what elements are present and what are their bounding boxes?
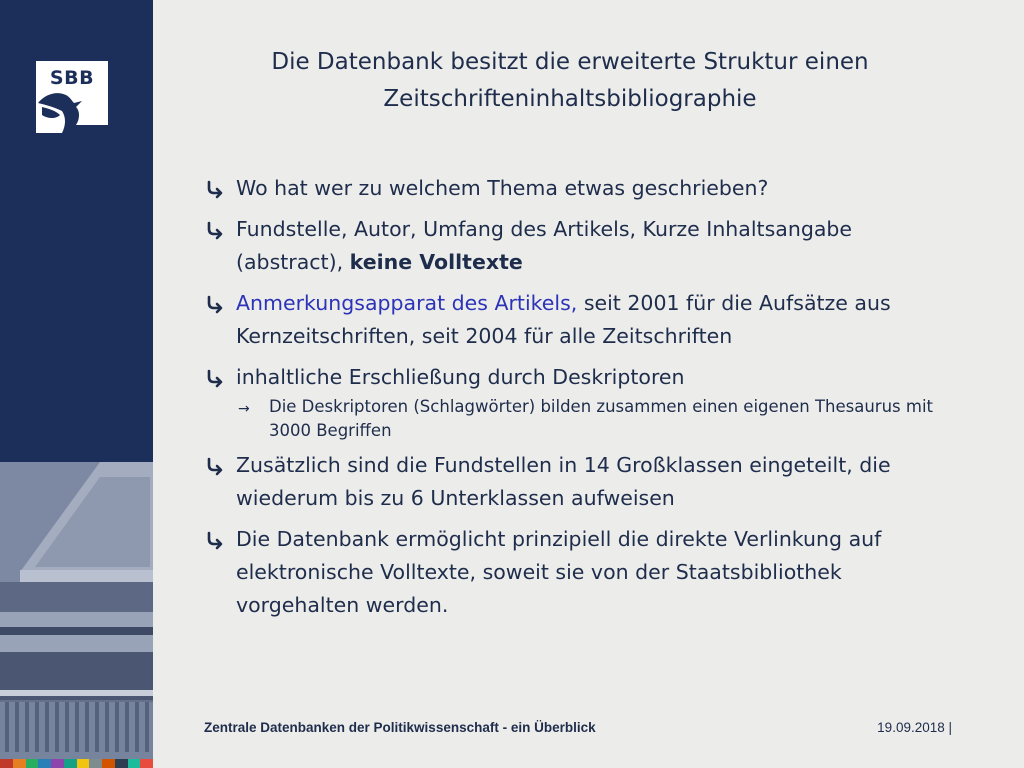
logo-text: SBB [49, 67, 95, 89]
curved-arrow-icon [205, 220, 225, 240]
curved-arrow-icon [205, 530, 225, 550]
color-stripe-segment [89, 759, 102, 768]
curved-arrow-icon [205, 294, 225, 314]
bullet-item [205, 523, 965, 622]
eagle-icon [36, 89, 108, 133]
curved-arrow-icon [205, 179, 225, 199]
color-stripe-segment [102, 759, 115, 768]
footer-title: Zentrale Datenbanken der Politikwissenschaft - ein Überblick [204, 720, 596, 735]
color-stripe-segment [51, 759, 64, 768]
curved-arrow-icon [205, 368, 225, 388]
color-stripe-segment [64, 759, 77, 768]
color-stripe-segment [115, 759, 128, 768]
bullet-text: Wo hat wer zu welchem Thema etwas geschrieben? [236, 176, 769, 200]
bullet-text: Zusätzlich sind die Fundstellen in 14 Großklassen eingeteilt, die wiederum bis zu 6 Unterklassen aufweisen [236, 453, 891, 510]
slide-title [200, 44, 940, 118]
right-arrow-icon: → [238, 401, 250, 417]
sub-bullet-item [205, 395, 965, 443]
color-stripe [0, 759, 153, 768]
bullet-text: seit 2001 für die Aufsätze aus Kernzeitschriften, seit 2004 für alle Zeitschriften [236, 291, 891, 348]
color-stripe-segment [128, 759, 141, 768]
sub-bullet-text: Die Deskriptoren (Schlagwörter) bilden zusammen einen eigenen Thesaurus mit 3000 Begriffen [269, 397, 934, 440]
curved-arrow-icon [205, 456, 225, 476]
title-line-2: Zeitschrifteninhaltsbibliographie [383, 86, 757, 112]
bullet-text: inhaltliche Erschließung durch Deskriptoren [236, 365, 685, 389]
color-stripe-segment [140, 759, 153, 768]
footer-date: 19.09.2018 | [877, 720, 952, 735]
sbb-logo [36, 61, 108, 133]
bullet-item [205, 449, 965, 515]
building-photo [0, 462, 153, 760]
color-stripe-segment [13, 759, 26, 768]
bullet-bold-text: keine Volltexte [349, 250, 523, 274]
bullet-item [205, 287, 965, 353]
bullet-item [205, 213, 965, 279]
sidebar-band [0, 0, 153, 768]
color-stripe-segment [26, 759, 39, 768]
bullet-item [205, 172, 965, 205]
color-stripe-segment [38, 759, 51, 768]
title-line-1: Die Datenbank besitzt die erweiterte Struktur einen [271, 49, 869, 75]
color-stripe-segment [0, 759, 13, 768]
bullet-text: Fundstelle, Autor, Umfang des Artikels, Kurze Inhaltsangabe (abstract), [236, 217, 853, 274]
bullet-list [205, 172, 965, 630]
bullet-text: Die Datenbank ermöglicht prinzipiell die direkte Verlinkung auf elektronische Volltexte, soweit sie von der Staatsbibliothek vorgehalten werden. [236, 527, 882, 617]
color-stripe-segment [77, 759, 90, 768]
bullet-item [205, 361, 965, 394]
highlighted-text: Anmerkungsapparat des Artikels, [236, 291, 578, 315]
